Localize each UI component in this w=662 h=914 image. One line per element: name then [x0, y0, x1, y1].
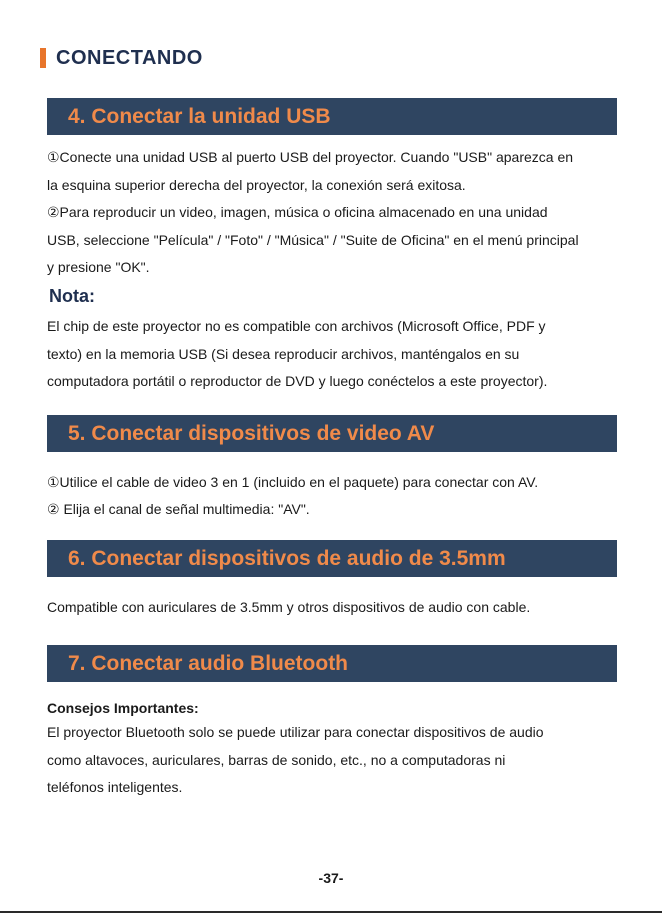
section-heading-bluetooth-text: 7. Conectar audio Bluetooth — [68, 651, 349, 675]
note-paragraph-line: El chip de este proyector no es compatible con archivos (Microsoft Office, PDF y — [47, 318, 546, 334]
page-number: -37- — [318, 870, 344, 886]
section-heading-av — [47, 415, 617, 452]
bottom-divider — [0, 911, 662, 913]
section-heading-audio — [47, 540, 617, 577]
bluetooth-paragraph-line: El proyector Bluetooth solo se puede utilizar para conectar dispositivos de audio — [47, 724, 544, 740]
section-heading-usb — [47, 98, 617, 135]
page-title: CONECTANDO — [56, 46, 203, 69]
usb-paragraph-line: ②Para reproducir un video, imagen, música o oficina almacenado en una unidad — [47, 204, 548, 220]
section-heading-audio-text: 6. Conectar dispositivos de audio de 3.5mm — [68, 546, 506, 570]
usb-paragraph-line: USB, seleccione "Película" / "Foto" / "Música" / "Suite de Oficina" en el menú principal — [47, 232, 579, 248]
section-heading-usb-text: 4. Conectar la unidad USB — [68, 104, 331, 128]
usb-paragraph-line: la esquina superior derecha del proyector, la conexión será exitosa. — [47, 177, 466, 193]
bluetooth-paragraph-line: teléfonos inteligentes. — [47, 779, 183, 795]
bluetooth-paragraph-line: como altavoces, auriculares, barras de sonido, etc., no a computadoras ni — [47, 752, 506, 768]
page-section-header — [40, 44, 203, 72]
accent-bar — [40, 48, 46, 68]
av-paragraph-line: ①Utilice el cable de video 3 en 1 (incluido en el paquete) para conectar con AV. — [47, 474, 539, 490]
av-paragraph-line: ② Elija el canal de señal multimedia: "AV". — [47, 501, 310, 517]
section-heading-bluetooth — [47, 645, 617, 682]
section-heading-av-text: 5. Conectar dispositivos de video AV — [68, 421, 435, 445]
audio-paragraph-line: Compatible con auriculares de 3.5mm y otros dispositivos de audio con cable. — [47, 599, 531, 615]
usb-paragraph-line: ①Conecte una unidad USB al puerto USB del proyector. Cuando "USB" aparezca en — [47, 149, 574, 165]
note-paragraph-line: computadora portátil o reproductor de DVD y luego conéctelos a este proyector). — [47, 373, 548, 389]
usb-paragraph-line: y presione "OK". — [47, 259, 150, 275]
note-paragraph-line: texto) en la memoria USB (Si desea reproducir archivos, manténgalos en su — [47, 346, 520, 362]
tips-label: Consejos Importantes: — [47, 700, 199, 716]
note-label: Nota: — [49, 286, 95, 306]
